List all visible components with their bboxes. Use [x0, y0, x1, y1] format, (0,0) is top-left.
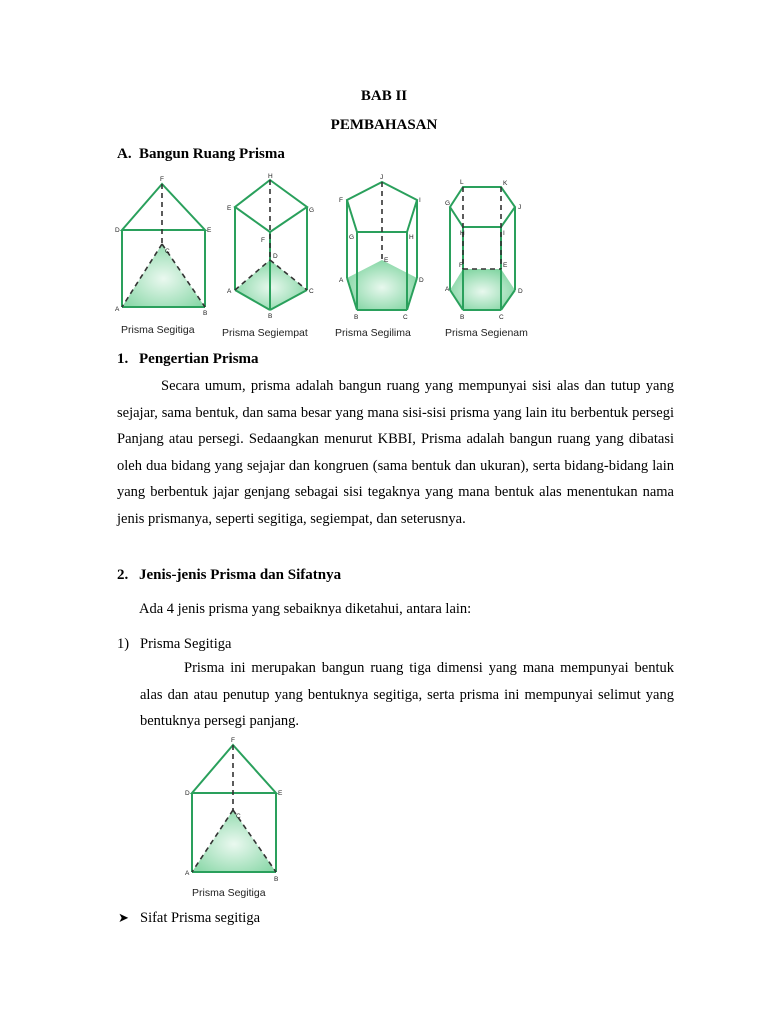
vertex-label: B — [203, 310, 208, 317]
vertex-label: E — [384, 257, 389, 264]
section-a-title: Bangun Ruang Prisma — [139, 146, 285, 162]
vertex-label: C — [403, 314, 408, 321]
vertex-label: F — [160, 176, 164, 183]
bullet-text: Sifat Prisma segitiga — [140, 910, 261, 926]
vertex-label: F — [459, 262, 463, 269]
chapter-title: PEMBAHASAN — [330, 117, 438, 133]
section-1-number: 1. — [117, 351, 129, 367]
vertex-label: B — [354, 314, 359, 321]
vertex-label: J — [518, 204, 522, 211]
section-a-number: A. — [117, 146, 132, 162]
vertex-label: D — [273, 253, 278, 260]
vertex-label: A — [445, 286, 450, 293]
prism-square-drawing — [225, 172, 325, 322]
prism-pentagonal-drawing — [337, 172, 437, 322]
vertex-label: H — [409, 234, 414, 241]
vertex-label: D — [115, 227, 120, 234]
vertex-label: H — [460, 230, 465, 237]
prism-hexagonal-drawing — [445, 172, 545, 322]
vertex-label: E — [278, 790, 283, 797]
vertex-label: B — [268, 313, 273, 320]
vertex-label: A — [339, 277, 344, 284]
figure-label-segitiga-large: Prisma Segitiga — [192, 887, 266, 899]
vertex-label: L — [460, 179, 464, 186]
vertex-label: D — [419, 277, 424, 284]
prism-triangular-figure — [182, 735, 292, 905]
figure-label-segitiga: Prisma Segitiga — [121, 324, 195, 336]
section-1-title: Pengertian Prisma — [139, 351, 259, 367]
item-1-paragraph — [140, 655, 674, 735]
section-1-paragraph-text: Secara umum, prisma adalah bangun ruang yang mempunyai sisi alas dan tutup yang sejajar, sama bentuk, dan sama besar yang mana sisi-sisi prisma yang lain itu berbentuk persegi Panjang atau persegi. Sedaangkan menurut KBBI, Prisma adalah bangun ruang yang dibatasi oleh dua bidang yang sejajar dan kongruen (sama bentuk dan ukuran), serta bidang-bidang lain yang berbentuk jajar genjang sebagai sisi tegaknya yang mana bentuk alas menentukan nama jenis prismanya, seperti segitiga, segiempat, dan seterusnya. — [117, 378, 674, 527]
vertex-label: G — [349, 234, 355, 241]
section-1-paragraph — [117, 373, 674, 532]
vertex-label: F — [231, 737, 235, 744]
vertex-label: E — [503, 262, 508, 269]
prism-triangular-large-drawing — [182, 735, 292, 885]
vertex-label: B — [274, 876, 279, 883]
vertex-label: E — [207, 227, 212, 234]
vertex-label: C — [165, 248, 170, 255]
section-2-intro: Ada 4 jenis prisma yang sebaiknya diketahui, antara lain: — [139, 601, 472, 617]
figure-label-segiempat: Prisma Segiempat — [222, 327, 308, 339]
vertex-label: K — [503, 180, 508, 187]
vertex-label: D — [185, 790, 190, 797]
figure-label-segienam: Prisma Segienam — [445, 327, 528, 339]
vertex-label: I — [503, 230, 505, 237]
vertex-label: B — [460, 314, 465, 321]
section-2-title: Jenis-jenis Prisma dan Sifatnya — [139, 567, 342, 583]
vertex-label: C — [309, 288, 314, 295]
vertex-label: C — [236, 813, 241, 820]
vertex-label: D — [518, 288, 523, 295]
vertex-label: J — [380, 174, 384, 181]
vertex-label: C — [499, 314, 504, 321]
vertex-label: F — [261, 237, 265, 244]
prism-triangular-drawing — [115, 172, 215, 322]
figure-label-segilima: Prisma Segilima — [335, 327, 411, 339]
vertex-label: F — [339, 197, 343, 204]
item-1-number: 1) — [117, 636, 130, 652]
vertex-label: G — [309, 207, 315, 214]
bullet-arrow-icon: ➤ — [118, 910, 129, 925]
item-1-title: Prisma Segitiga — [140, 636, 232, 652]
vertex-label: H — [268, 173, 273, 180]
chapter-number: BAB II — [360, 88, 408, 104]
vertex-label: I — [419, 197, 421, 204]
vertex-label: A — [115, 306, 120, 313]
section-2-number: 2. — [117, 567, 129, 583]
vertex-label: A — [227, 288, 232, 295]
item-1-paragraph-text: Prisma ini merupakan bangun ruang tiga dimensi yang mana mempunyai bentuk alas dan atau penutup yang bentuknya segitiga, serta prisma ini mempunyai selimut yang bentuknya persegi panjang. — [140, 660, 674, 729]
vertex-label: G — [445, 200, 451, 207]
vertex-label: A — [185, 870, 190, 877]
prism-figure-row — [115, 172, 535, 342]
vertex-label: E — [227, 205, 232, 212]
